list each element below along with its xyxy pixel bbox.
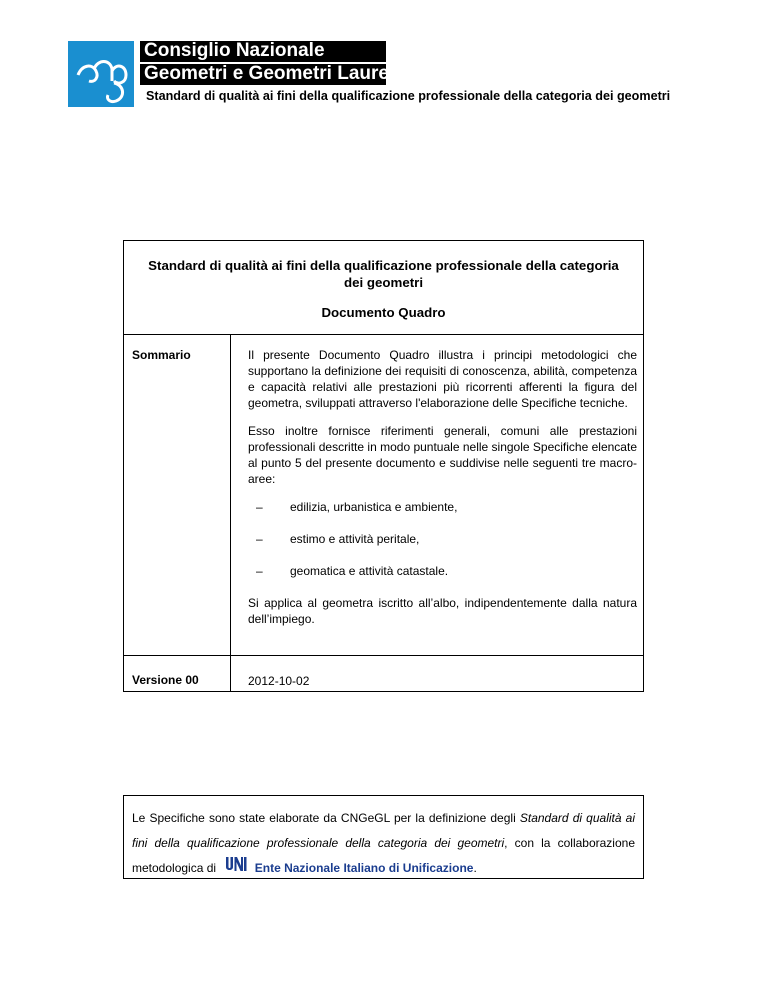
summary-paragraph-1: Il presente Documento Quadro illustra i principi metodologici che supportano la definizione dei requisiti di conoscenza, abilità, competenza e capacità relativi alle prestazioni più ricorrenti afferenti la figura del geometra, sviluppati attraverso l'elaborazione delle Specifiche tecniche. — [248, 348, 637, 410]
title-area — [124, 241, 643, 335]
cngegl-logo-icon — [68, 41, 134, 107]
summary-content — [248, 347, 637, 627]
list-item: – geomatica e attività catastale. — [256, 564, 449, 578]
footer-text-2: , con la collaborazione metodologica di — [132, 836, 635, 875]
logo-text — [140, 40, 412, 87]
dash-marker: – — [256, 564, 263, 578]
logo-line-2: Geometri e Geometri Laureati — [140, 64, 386, 85]
dash-marker: – — [256, 500, 263, 514]
summary-paragraph-3: Si applica al geometra iscritto all’albo, indipendentemente dalla natura dell’impiego. — [248, 596, 637, 626]
footer-italic: Standard di qualità ai fini della qualificazione professionale della categoria dei geometri — [132, 811, 636, 850]
logo-line-1: Consiglio Nazionale — [140, 41, 386, 62]
document-subtitle: Documento Quadro — [321, 305, 446, 320]
uni-logo — [225, 856, 247, 881]
summary-row — [124, 334, 643, 656]
summary-paragraph-2: Esso inoltre fornisce riferimenti generali, comuni alle prestazioni professionali descritte in modo puntuale nelle singole Specifiche elencate al punto 5 del presente documento e suddivise nelle seguenti tre macro-aree: — [248, 424, 637, 486]
list-item: – edilizia, urbanistica e ambiente, — [256, 500, 458, 514]
list-item: – estimo e attività peritale, — [256, 532, 420, 546]
footer-note: Le Specifiche sono state elaborate da CNGeGL per la definizione degli Standard di qualità ai fini della qualificazione professionale della categoria dei geometri, con la collaborazione metodologica di Ente Nazionale Italiano di Unificazione. — [123, 795, 644, 879]
document-title: Standard di qualità ai fini della qualificazione professionale della categoria dei geometri — [148, 258, 619, 290]
summary-label: Sommario — [132, 348, 191, 362]
ente-name: Ente Nazionale Italiano di Unificazione — [254, 861, 474, 875]
macro-area-list — [248, 499, 637, 595]
version-value: 2012-10-02 — [248, 674, 310, 688]
document-box — [123, 240, 644, 692]
version-label: Versione 00 — [132, 673, 199, 687]
running-header: Standard di qualità ai fini della qualificazione professionale della categoria dei geometri — [146, 89, 671, 103]
footer-text-1: Le Specifiche sono state elaborate da CNGeGL per la definizione degli — [132, 811, 520, 825]
dash-marker: – — [256, 532, 263, 546]
version-row — [124, 656, 643, 692]
